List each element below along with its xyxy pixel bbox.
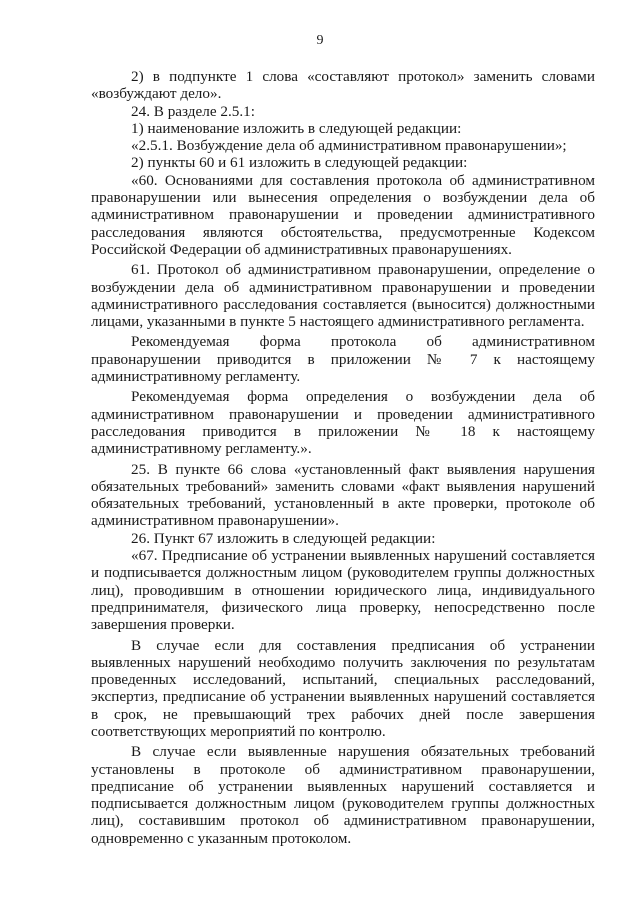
paragraph-point-61: 61. Протокол об административном правонарушении, определение о возбуждении дела об административном правонарушении и проведении административного расследования составляется (выносится) должностными лицами, указанными в пункте 5 настоящего административного регламента. [91,261,595,331]
paragraph-section-title: «2.5.1. Возбуждение дела об административном правонарушении»; [131,137,567,155]
paragraph-examination-case: В случае если для составления предписания об устранении выявленных нарушений необходимо получить заключения по результатам проведенных исследований, испытаний, специальных расследований, экспертиз, предписание об устранении выявленных нарушений составляется в срок, не превышающий трех рабочих дней после завершения соответствующих мероприятий по контролю. [91,636,595,740]
paragraph-determination-form: Рекомендуемая форма определения о возбуждении дела об административном правонарушении и проведении административного расследования приводится в приложении № 18 к настоящему административному регламенту.». [91,388,595,458]
paragraph-protocol-case: В случае если выявленные нарушения обязательных требований установлены в протоколе об административном правонарушении, предписание об устранении выявленных нарушений составляется и подписывается должностным лицом (руководителем группы должностных лиц), составившим протокол об административном правонарушении, одновременно с указанным протоколом. [91,743,595,847]
paragraph-item-25: 25. В пункте 66 слова «установленный факт выявления нарушения обязательных требований» заменить словами «факт выявления нарушений обязательных требований, установленный в акте проверки, протоколе об административном правонарушении». [91,460,595,530]
paragraph-point-60: «60. Основаниями для составления протокола об административном правонарушении или вынесения определения о возбуждении дела об административном правонарушении и проведении административного расследования являются обстоятельства, предусмотренные Кодексом Российской Федерации об административных правонарушениях. [91,171,595,258]
paragraph-subitem-1: 1) наименование изложить в следующей редакции: [131,119,462,137]
document-body [91,68,595,847]
paragraph-subitem-2b: 2) пункты 60 и 61 изложить в следующей редакции: [131,154,468,172]
paragraph-point-67: «67. Предписание об устранении выявленных нарушений составляется и подписывается должностным лицом (руководителем группы должностных лиц), проводившим в отношении юридического лица, индивидуального предпринимателя, физического лица проверку, непосредственно после завершения проверки. [91,547,595,634]
paragraph-item-26: 26. Пункт 67 изложить в следующей редакции: [131,529,436,547]
paragraph-subitem-2: 2) в подпункте 1 слова «составляют протокол» заменить словами «возбуждают дело». [91,68,595,103]
page-number: 9 [316,33,324,48]
paragraph-item-24: 24. В разделе 2.5.1: [131,102,255,120]
paragraph-protocol-form: Рекомендуемая форма протокола об административном правонарушении приводится в приложении № 7 к настоящему административному регламенту. [91,333,595,386]
